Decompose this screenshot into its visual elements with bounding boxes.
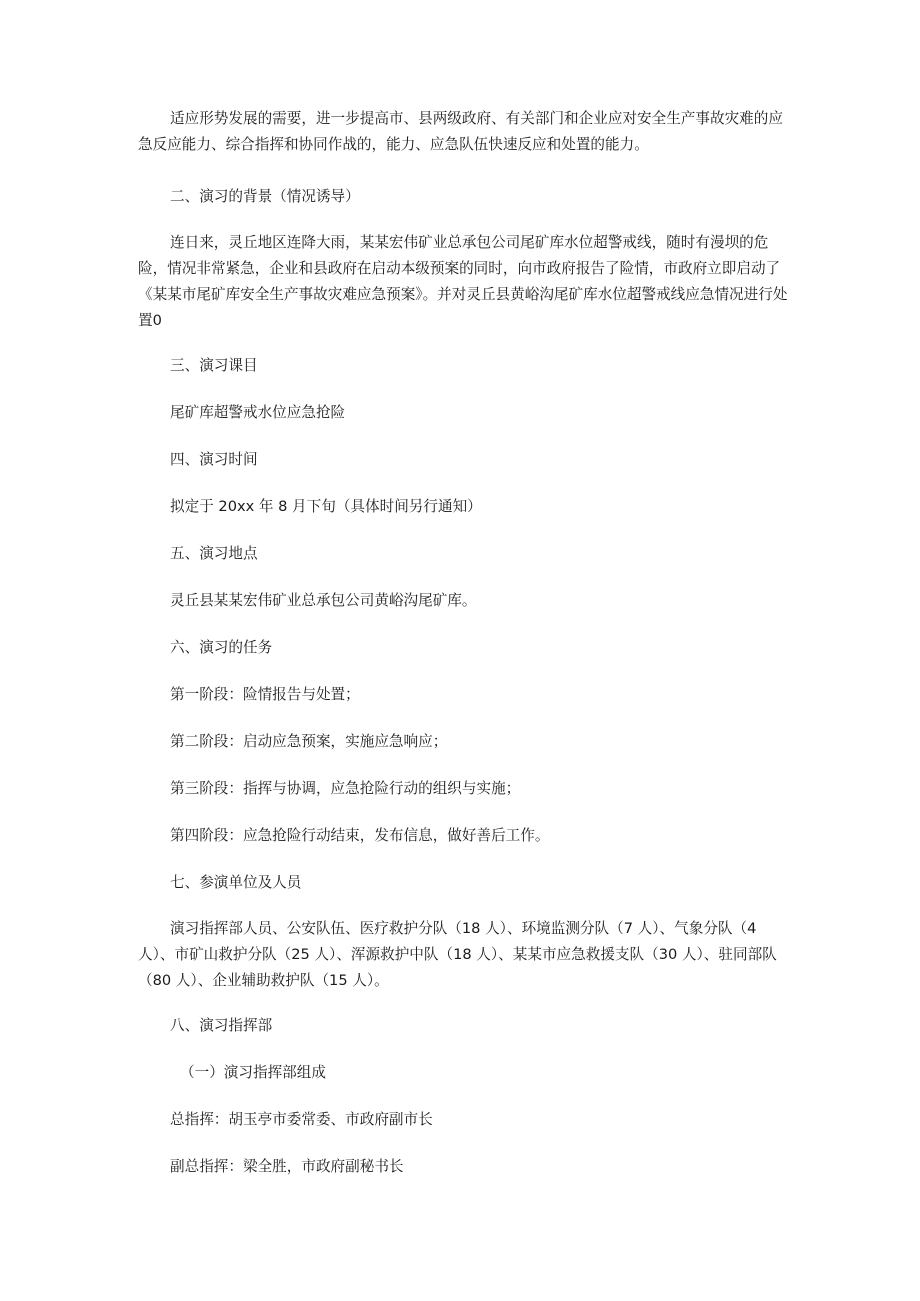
task-phase-2: 第二阶段：启动应急预案，实施应急响应；: [170, 733, 448, 750]
heading-participants: 七、参演单位及人员: [170, 874, 302, 891]
task-phase-3: 第三阶段：指挥与协调，应急抢险行动的组织与实施；: [170, 780, 521, 797]
heading-command: 八、演习指挥部: [170, 1017, 273, 1034]
subheading-command-composition: （一）演习指挥部组成: [180, 1064, 326, 1081]
paragraph-time: 拟定于 20xx 年 8 月下旬（具体时间另行通知）: [170, 498, 482, 515]
paragraph-location: 灵丘县某某宏伟矿业总承包公司黄峪沟尾矿库。: [170, 592, 477, 609]
heading-location: 五、演习地点: [170, 545, 258, 562]
heading-time: 四、演习时间: [170, 451, 258, 468]
heading-subject: 三、演习课目: [170, 357, 258, 374]
task-phase-4: 第四阶段：应急抢险行动结束，发布信息，做好善后工作。: [170, 827, 550, 844]
commander-line: 总指挥：胡玉亭市委常委、市政府副市长: [170, 1111, 433, 1128]
paragraph-intro: 适应形势发展的需要，进一步提高市、县两级政府、有关部门和企业应对安全生产事故灾难的应急反应能力、综合指挥和协同作战的，能力、应急队伍快速反应和处置的能力。: [138, 110, 783, 153]
paragraph-participants: 演习指挥部人员、公安队伍、医疗救护分队（18 人）、环境监测分队（7 人）、气象分队（4 人）、市矿山救护分队（25 人）、浑源救护中队（18 人）、某某市应急救援支队（30 人）、驻同部队（80 人）、企业辅助救护队（15 人）。: [138, 920, 777, 989]
deputy-commander-line: 副总指挥：梁全胜，市政府副秘书长: [170, 1158, 404, 1175]
paragraph-subject: 尾矿库超警戒水位应急抢险: [170, 404, 346, 421]
paragraph-background: 连日来，灵丘地区连降大雨，某某宏伟矿业总承包公司尾矿库水位超警戒线，随时有漫坝的危险，情况非常紧急，企业和县政府在启动本级预案的同时，向市政府报告了险情，市政府立即启动了《某某市尾矿库安全生产事故灾难应急预案》。并对灵丘县黄峪沟尾矿库水位超警戒线应急情况进行处置0: [138, 234, 788, 329]
task-phase-1: 第一阶段：险情报告与处置；: [170, 686, 360, 703]
heading-background: 二、演习的背景（情况诱导）: [170, 188, 360, 205]
heading-tasks: 六、演习的任务: [170, 639, 273, 656]
